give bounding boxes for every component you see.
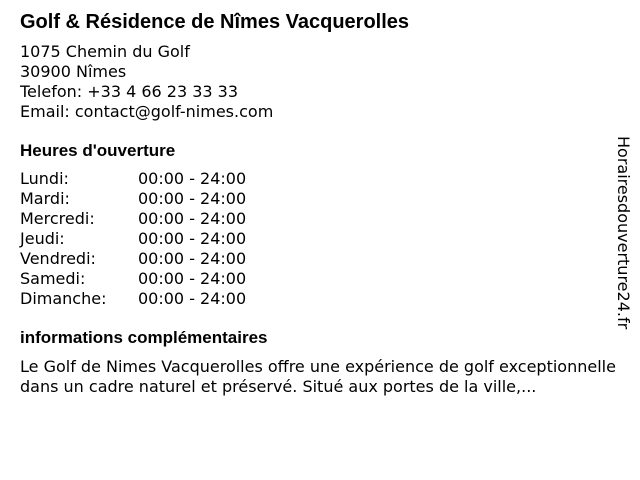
hours-row-thursday: [20, 229, 620, 249]
business-name: Golf & Résidence de Nîmes Vacquerolles: [20, 11, 410, 33]
day-label: Dimanche:: [20, 289, 107, 308]
day-label: Mercredi:: [20, 209, 95, 228]
contact-block: [20, 42, 620, 122]
hours-row-saturday: [20, 269, 620, 289]
time-range: 00:00 - 24:00: [138, 289, 247, 308]
business-description: Le Golf de Nimes Vacquerolles offre une expérience de golf exceptionnelle dans un cadre naturel et préservé. Situé aux portes de la ville,...: [20, 357, 616, 396]
site-watermark: Horairesdouverture24.fr: [614, 136, 633, 330]
hours-row-friday: [20, 249, 620, 269]
time-range: 00:00 - 24:00: [138, 169, 247, 188]
opening-hours-title: Heures d'ouverture: [20, 141, 176, 160]
time-range: 00:00 - 24:00: [138, 269, 247, 288]
address-line-1: 1075 Chemin du Golf: [20, 42, 190, 61]
hours-row-sunday: [20, 289, 620, 309]
day-label: Vendredi:: [20, 249, 96, 268]
hours-row-tuesday: [20, 189, 620, 209]
day-label: Samedi:: [20, 269, 86, 288]
day-label: Lundi:: [20, 169, 69, 188]
hours-row-wednesday: [20, 209, 620, 229]
address-line-2: 30900 Nîmes: [20, 62, 127, 81]
business-card: [20, 8, 620, 397]
email-line: Email: contact@golf-nimes.com: [20, 102, 274, 121]
day-label: Mardi:: [20, 189, 70, 208]
hours-row-monday: [20, 169, 620, 189]
additional-info-title: informations complémentaires: [20, 328, 268, 347]
time-range: 00:00 - 24:00: [138, 229, 247, 248]
time-range: 00:00 - 24:00: [138, 249, 247, 268]
time-range: 00:00 - 24:00: [138, 189, 247, 208]
opening-hours-list: [20, 169, 620, 309]
day-label: Jeudi:: [20, 229, 65, 248]
phone-line: Telefon: +33 4 66 23 33 33: [20, 82, 239, 101]
time-range: 00:00 - 24:00: [138, 209, 247, 228]
